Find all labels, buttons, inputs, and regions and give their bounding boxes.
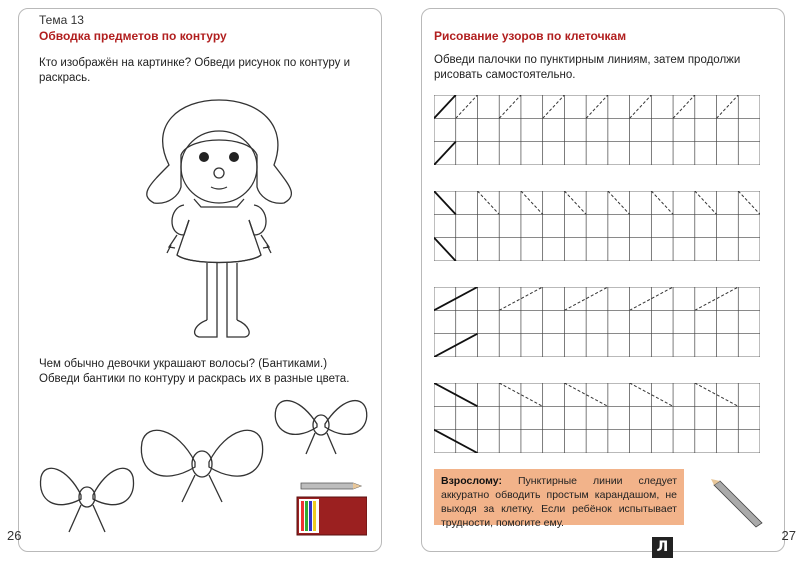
left-page-number: 26 <box>7 528 22 543</box>
task-text: Обведи палочки по пунктирным линиям, затем продолжи рисовать самостоятельно. <box>434 54 741 81</box>
pattern-grid-1 <box>434 95 760 165</box>
right-page-number: 27 <box>781 528 796 543</box>
pattern-grid-4 <box>434 383 760 453</box>
pattern-grid-3 <box>434 287 760 357</box>
girl-drawing-icon <box>139 95 309 355</box>
left-page-title: Обводка предметов по контуру <box>39 29 227 43</box>
task2-text: Чем обычно девочки украшают волосы? (Бантиками.) Обведи бантики по контуру и раскрась их в разные цвета. <box>39 358 350 385</box>
task1-text: Кто изображён на картинке? Обведи рисунок по контуру и раскрась. <box>39 57 351 84</box>
topic-label: Тема 13 <box>39 13 84 27</box>
note-label: Взрослому: <box>441 475 502 487</box>
adult-note <box>434 469 684 529</box>
bow-icon <box>271 389 371 459</box>
right-page <box>421 8 796 552</box>
publisher-logo: Л <box>652 537 673 558</box>
pencil-icon <box>706 479 766 539</box>
bow-icon <box>137 417 267 507</box>
note-text: Пунктирные линии следует аккуратно обводить простым карандашом, не выходя за клетку. Если ребёнок испытывает трудности, помогите ему. <box>441 475 678 529</box>
left-page <box>7 8 382 552</box>
bow-icon <box>37 457 137 537</box>
pencil-icon <box>295 475 367 539</box>
right-page-title: Рисование узоров по клеточкам <box>434 29 627 43</box>
pattern-grid-2 <box>434 191 760 261</box>
